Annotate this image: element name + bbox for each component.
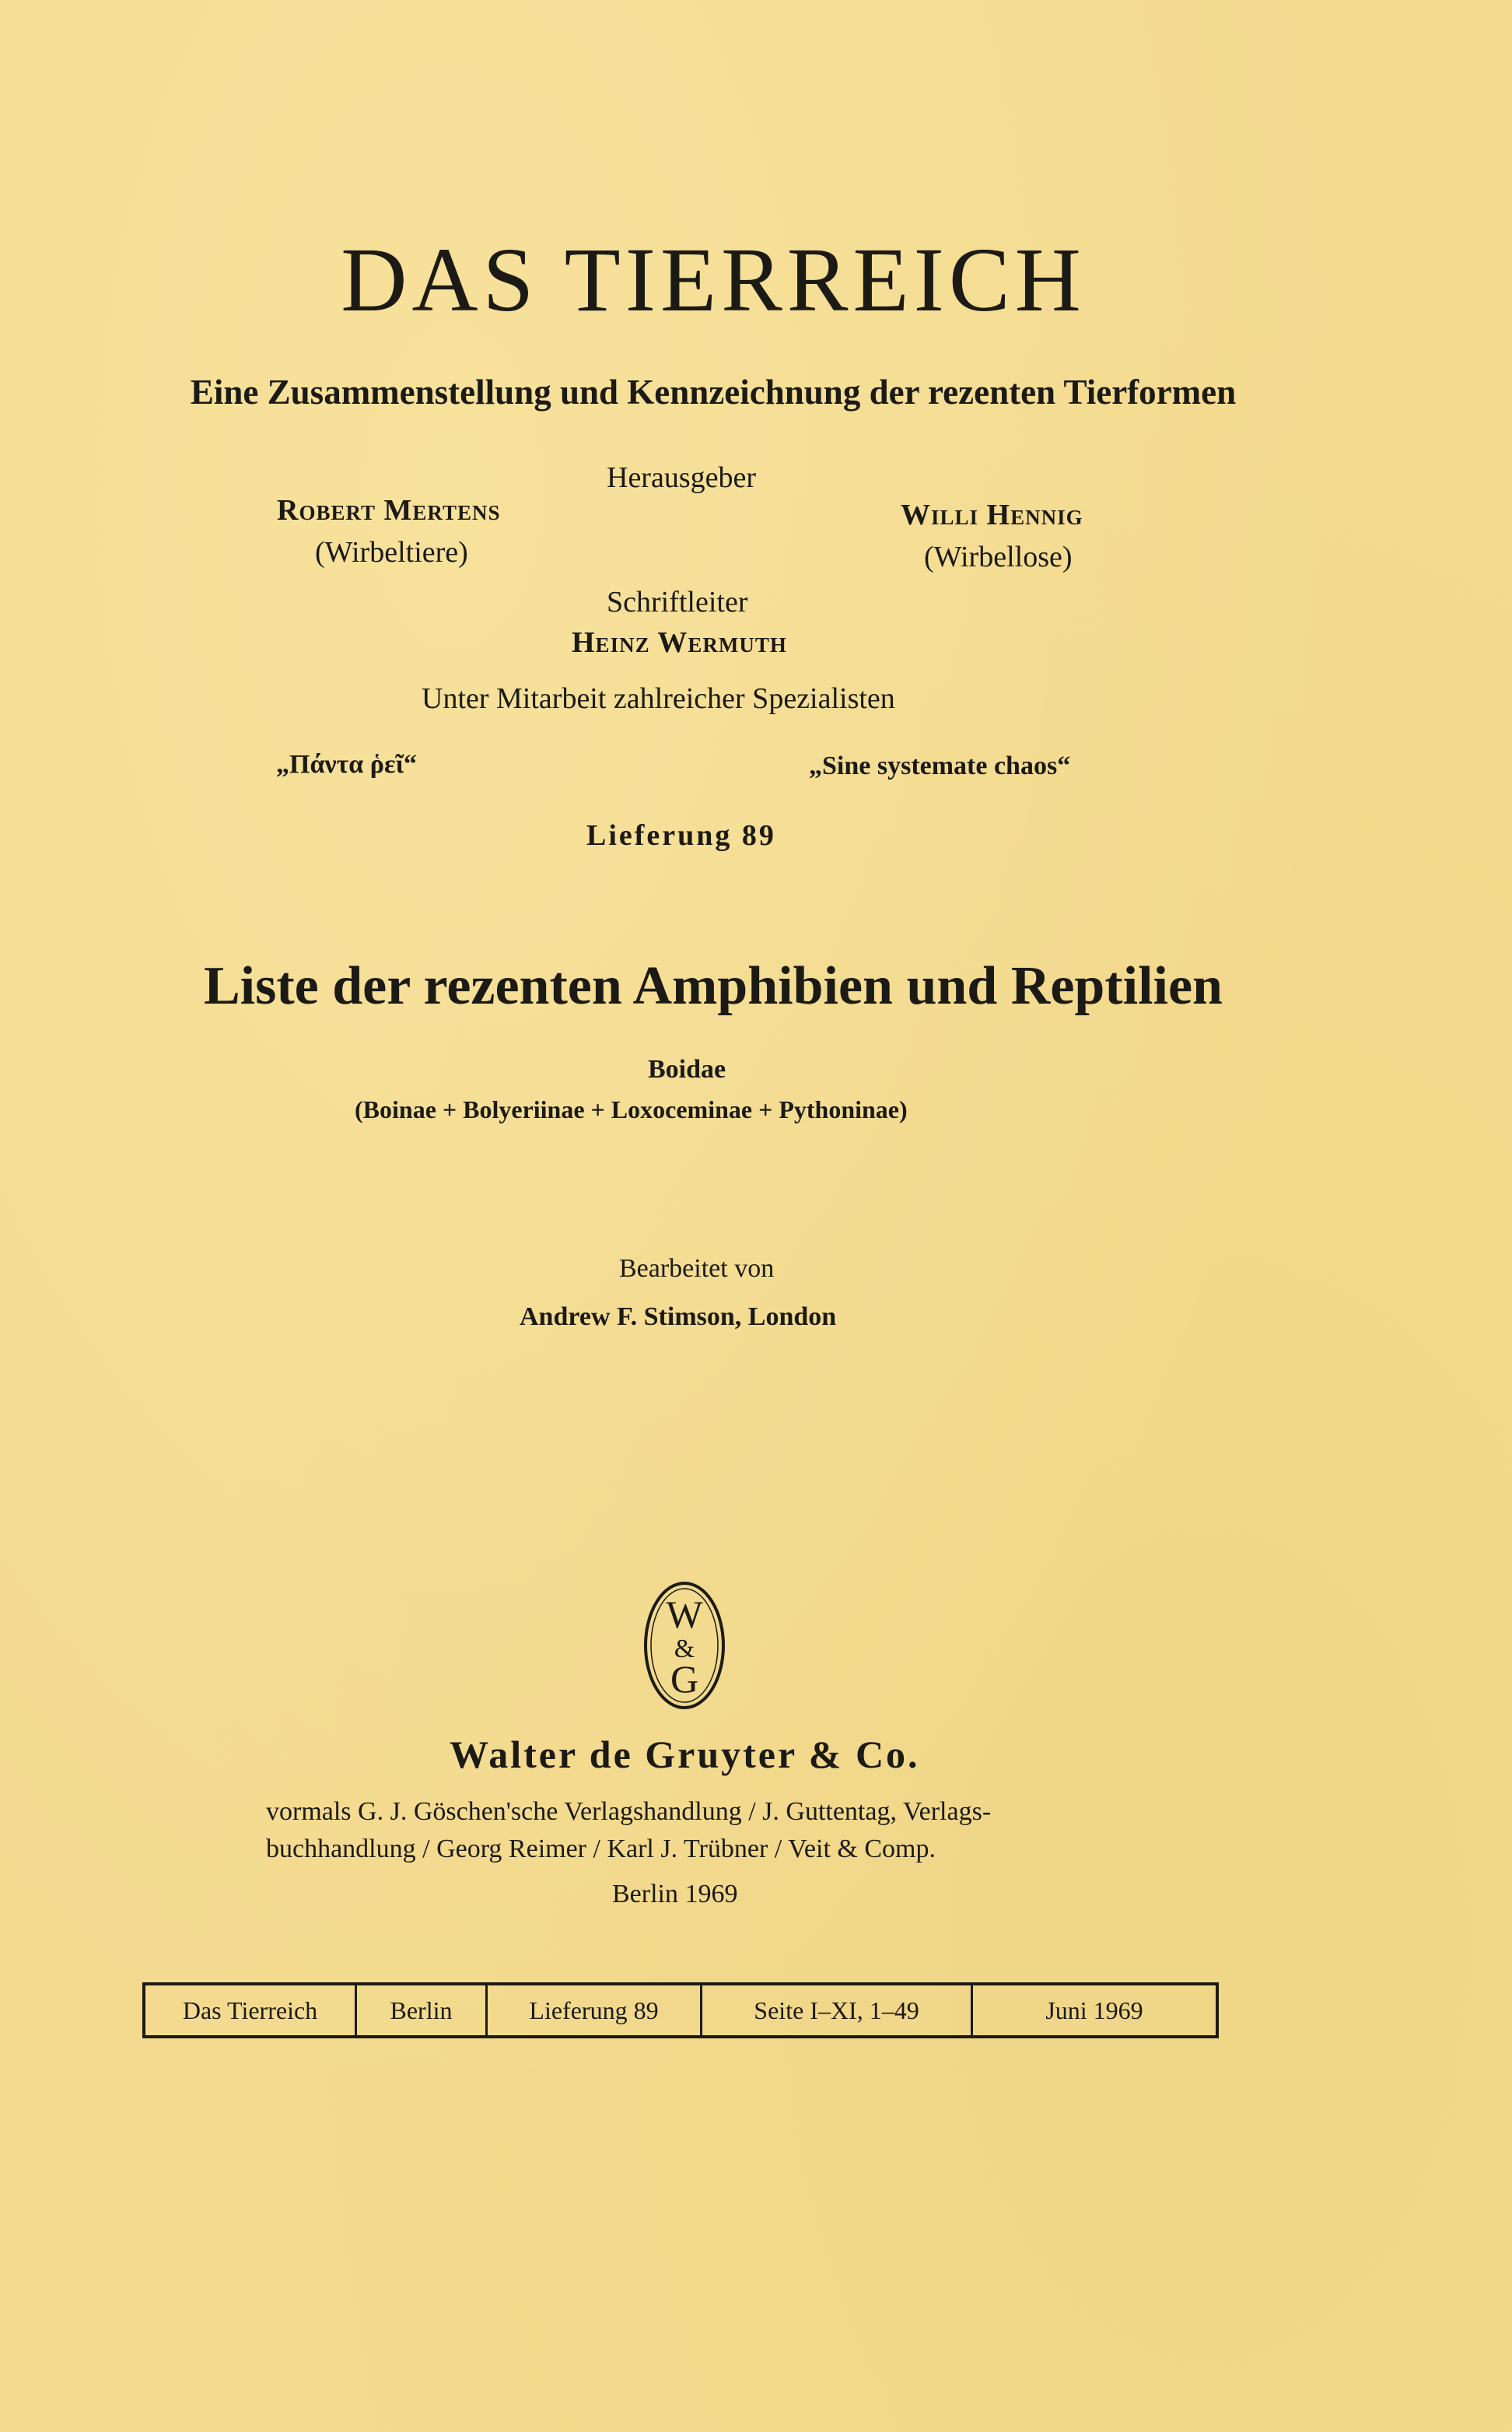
series-title: DAS TIERREICH	[341, 229, 1086, 331]
collaboration-note: Unter Mitarbeit zahlreicher Spezialisten	[422, 682, 895, 715]
editor-right-area: (Wirbellose)	[924, 541, 1073, 573]
logo-ampersand: &	[674, 1635, 695, 1663]
editors-role-label: Herausgeber	[607, 461, 757, 494]
publisher-city-year: Berlin 1969	[612, 1880, 738, 1908]
publisher-history-line-2: buchhandlung / Georg Reimer / Karl J. Trübner / Veit & Comp.	[266, 1835, 936, 1863]
info-cell-issue: Lieferung 89	[488, 1985, 702, 2035]
info-cell-city: Berlin	[357, 1985, 488, 2035]
bibliographic-info-box	[142, 1982, 1219, 2038]
editor-right-name: Willi Hennig	[901, 499, 1083, 531]
info-cell-pages: Seite I–XI, 1–49	[702, 1985, 973, 2035]
info-cell-series: Das Tierreich	[145, 1985, 357, 2035]
motto-right: „Sine systemate chaos“	[809, 752, 1071, 780]
publisher-name: Walter de Gruyter & Co.	[450, 1733, 920, 1776]
issue-number: Lieferung 89	[586, 819, 776, 852]
publisher-history-line-1: vormals G. J. Göschen'sche Verlagshandlung / J. Guttentag, Verlags-	[266, 1797, 992, 1826]
work-title: Liste der rezenten Amphibien und Reptilien	[203, 956, 1223, 1016]
editor-left-area: (Wirbeltiere)	[315, 536, 468, 569]
author-name: Andrew F. Stimson, London	[520, 1302, 837, 1331]
logo-letter-g: G	[670, 1657, 699, 1701]
motto-left: „Πάντα ῥεῖ“	[276, 750, 418, 779]
info-cell-date: Juni 1969	[1045, 1996, 1143, 2024]
logo-letter-w: W	[666, 1593, 703, 1636]
credit-label: Bearbeitet von	[619, 1254, 775, 1283]
series-subtitle: Eine Zusammenstellung und Kennzeichnung der rezenten Tierformen	[190, 373, 1237, 412]
managing-editor-role-label: Schriftleiter	[607, 586, 748, 619]
managing-editor-name: Heinz Wermuth	[572, 626, 787, 659]
wdg-monogram-icon	[638, 1579, 731, 1712]
family-name: Boidae	[648, 1055, 726, 1084]
subfamilies-line: (Boinae + Bolyeriinae + Loxoceminae + Pythoninae)	[355, 1095, 908, 1123]
editor-left-name: Robert Mertens	[277, 494, 501, 527]
